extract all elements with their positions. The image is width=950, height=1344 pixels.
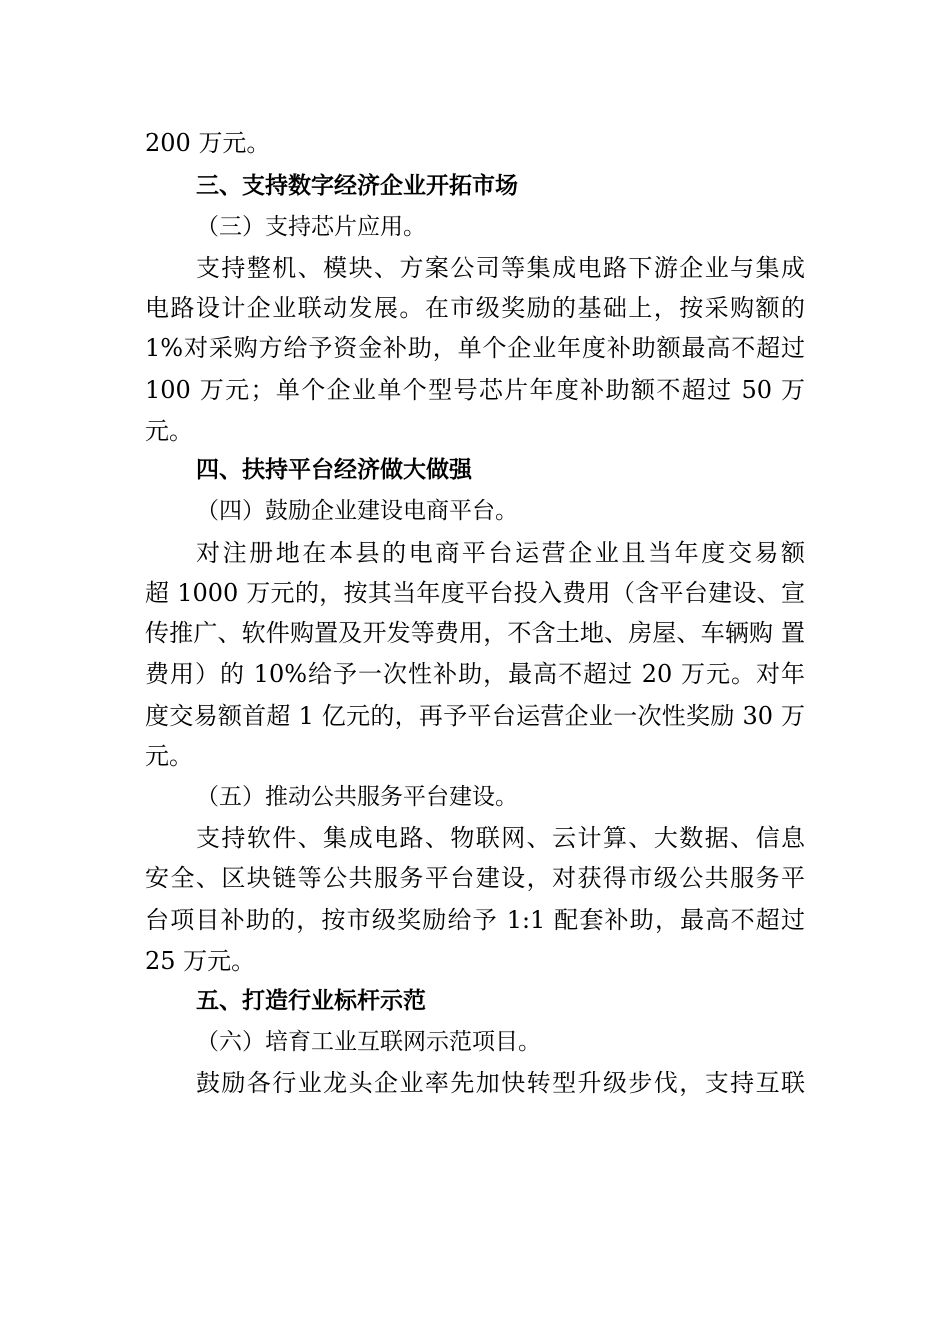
paragraph-line: 费用）的 10%给予一次性补助，最高不超过 20 万元。对年 (145, 660, 805, 688)
section-heading: 四、扶持平台经济做大做强 (196, 457, 472, 483)
paragraph-line: 超 1000 万元的，按其当年度平台投入费用（含平台建设、宣 (145, 579, 805, 607)
subsection-heading: （四）鼓励企业建设电商平台。 (196, 498, 518, 524)
subsection-heading: （六）培育工业互联网示范项目。 (196, 1029, 541, 1055)
section-heading: 五、打造行业标杆示范 (196, 988, 426, 1014)
paragraph-line: 传推广、软件购置及开发等费用，不含土地、房屋、车辆购 置 (145, 619, 805, 647)
subsection-heading: （五）推动公共服务平台建设。 (196, 784, 518, 810)
paragraph-line: 元。 (145, 742, 193, 770)
paragraph-line: 支持整机、模块、方案公司等集成电路下游企业与集成 (196, 254, 805, 282)
paragraph-line: 鼓励各行业龙头企业率先加快转型升级步伐，支持互联 (196, 1069, 805, 1097)
paragraph-line: 25 万元。 (145, 947, 256, 975)
paragraph-line: 支持软件、集成电路、物联网、云计算、大数据、信息 (196, 824, 805, 852)
paragraph-line: 电路设计企业联动发展。在市级奖励的基础上，按采购额的 (145, 294, 805, 322)
paragraph-line: 台项目补助的，按市级奖励给予 1:1 配套补助，最高不超过 (145, 906, 805, 934)
paragraph-line: 元。 (145, 417, 193, 445)
paragraph-line: 安全、区块链等公共服务平台建设，对获得市级公共服务平 (145, 864, 805, 892)
section-heading: 三、支持数字经济企业开拓市场 (196, 173, 518, 199)
paragraph-line: 100 万元；单个企业单个型号芯片年度补助额不超过 50 万 (145, 376, 805, 404)
subsection-heading: （三）支持芯片应用。 (196, 214, 426, 240)
paragraph-line: 1%对采购方给予资金补助，单个企业年度补助额最高不超过 (145, 334, 805, 362)
paragraph-line: 度交易额首超 1 亿元的，再予平台运营企业一次性奖励 30 万 (145, 702, 805, 730)
paragraph-line: 200 万元。 (145, 129, 271, 157)
paragraph-line: 对注册地在本县的电商平台运营企业且当年度交易额 (196, 539, 805, 567)
